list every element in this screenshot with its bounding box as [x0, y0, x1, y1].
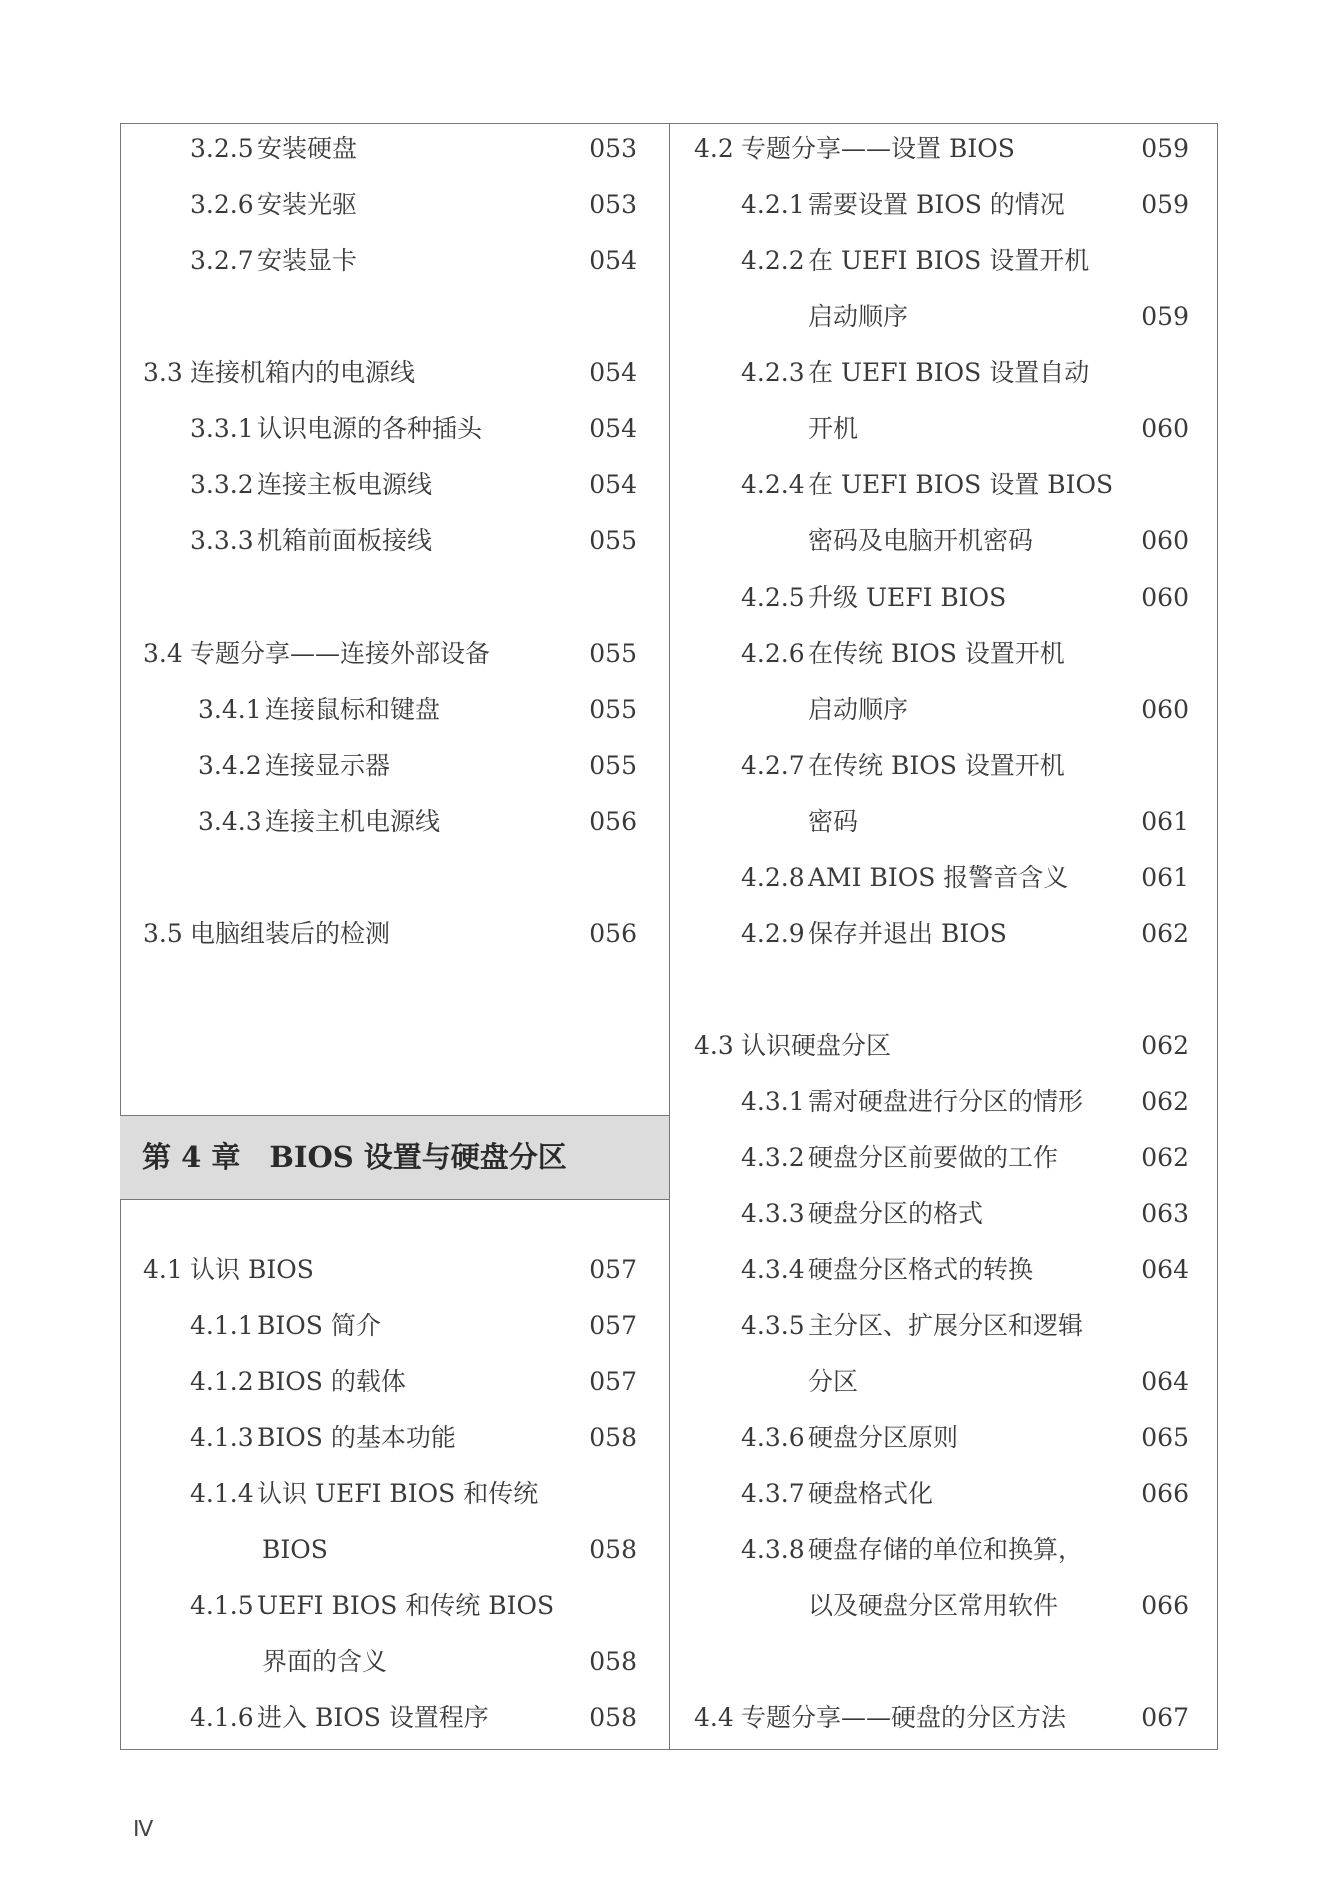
- page-number: 061: [1141, 807, 1189, 836]
- section-number: 4.2.8: [741, 863, 805, 892]
- page-number: 055: [589, 695, 637, 724]
- section-number: 4.1.5: [190, 1591, 254, 1620]
- section-title: 在传统 BIOS 设置开机: [808, 639, 1065, 668]
- section-title: UEFI BIOS 和传统 BIOS: [257, 1591, 555, 1620]
- toc-entry-continuation: [0, 690, 1339, 730]
- section-number: 3.4: [143, 639, 183, 668]
- page-number: 060: [1141, 526, 1189, 555]
- section-title: 安装硬盘: [257, 134, 358, 163]
- page-number: 066: [1141, 1479, 1189, 1508]
- page-number: 062: [1141, 1031, 1189, 1060]
- section-title: 电脑组装后的检测: [190, 919, 391, 948]
- page-number: 053: [589, 190, 637, 219]
- page-number: 061: [1141, 863, 1189, 892]
- section-number: 4.3.1: [741, 1087, 805, 1116]
- section-number: 4.2.2: [741, 246, 805, 275]
- toc-entry: [0, 1138, 1339, 1178]
- section-title: 认识 UEFI BIOS 和传统: [257, 1479, 539, 1508]
- page-number: 057: [589, 1255, 637, 1284]
- toc-entry-continuation: [0, 297, 1339, 337]
- section-title: AMI BIOS 报警音含义: [808, 863, 1069, 892]
- toc-entry: [0, 578, 1339, 618]
- section-number: 4.3.2: [741, 1143, 805, 1172]
- section-number: 3.3.3: [190, 526, 254, 555]
- section-number: 4.2.7: [741, 751, 805, 780]
- section-title: 密码: [808, 807, 859, 836]
- page-number: 063: [1141, 1199, 1189, 1228]
- section-title: 硬盘分区前要做的工作: [808, 1143, 1059, 1172]
- section-number: 4.1.4: [190, 1479, 254, 1508]
- section-number: 3.3.1: [190, 414, 254, 443]
- section-number: 4.1.2: [190, 1367, 254, 1396]
- toc-entry: [0, 1474, 1339, 1514]
- section-title: 硬盘格式化: [808, 1479, 934, 1508]
- section-title: 需对硬盘进行分区的情形: [808, 1087, 1084, 1116]
- section-title: 连接显示器: [265, 751, 391, 780]
- page-number: 067: [1141, 1703, 1189, 1732]
- section-title: 需要设置 BIOS 的情况: [808, 190, 1065, 219]
- page-number: 054: [589, 358, 637, 387]
- section-title: 安装显卡: [257, 246, 358, 275]
- toc-entry-continuation: [0, 1362, 1339, 1402]
- page-number: 059: [1141, 190, 1189, 219]
- section-title: 认识 BIOS: [190, 1255, 314, 1284]
- toc-entry-continuation: [0, 409, 1339, 449]
- section-title: 认识硬盘分区: [741, 1031, 892, 1060]
- section-title: 升级 UEFI BIOS: [808, 583, 1007, 612]
- section-number: 4.1.1: [190, 1311, 254, 1340]
- section-number: 4.3.6: [741, 1423, 805, 1452]
- page-number: 059: [1141, 302, 1189, 331]
- page-number: 062: [1141, 919, 1189, 948]
- section-title: 专题分享——硬盘的分区方法: [741, 1703, 1067, 1732]
- section-title: 连接主板电源线: [257, 470, 433, 499]
- toc-entry: [0, 185, 1339, 225]
- section-number: 4.3.7: [741, 1479, 805, 1508]
- section-number: 4.3.5: [741, 1311, 805, 1340]
- section-title: 在 UEFI BIOS 设置 BIOS: [808, 470, 1114, 499]
- section-title: 以及硬盘分区常用软件: [808, 1591, 1059, 1620]
- toc-entry: [0, 1194, 1339, 1234]
- page-number: 054: [589, 414, 637, 443]
- section-title: 在 UEFI BIOS 设置开机: [808, 246, 1090, 275]
- page-number: 060: [1141, 695, 1189, 724]
- section-number: 4.4: [694, 1703, 734, 1732]
- toc-entry: [0, 353, 1339, 393]
- section-title: 开机: [808, 414, 859, 443]
- section-title: 在 UEFI BIOS 设置自动: [808, 358, 1090, 387]
- page-footer-number: Ⅳ: [133, 1816, 154, 1841]
- section-title: 认识电源的各种插头: [257, 414, 483, 443]
- toc-entry: [0, 634, 1339, 674]
- section-number: 3.2.5: [190, 134, 254, 163]
- page-number: 057: [589, 1311, 637, 1340]
- page-number: 066: [1141, 1591, 1189, 1620]
- section-title: 主分区、扩展分区和逻辑: [808, 1311, 1084, 1340]
- page-number: 060: [1141, 414, 1189, 443]
- page-number: 058: [589, 1703, 637, 1732]
- toc-entry: [0, 129, 1339, 169]
- section-title: 密码及电脑开机密码: [808, 526, 1034, 555]
- section-title: 硬盘存储的单位和换算，: [808, 1535, 1084, 1564]
- section-title: 专题分享——连接外部设备: [190, 639, 491, 668]
- page-number: 055: [589, 751, 637, 780]
- section-title: 连接主机电源线: [265, 807, 441, 836]
- page-number: 058: [589, 1647, 637, 1676]
- toc-entry-continuation: [0, 802, 1339, 842]
- section-number: 4.2.1: [741, 190, 805, 219]
- page-number: 060: [1141, 583, 1189, 612]
- toc-entry-continuation: [0, 1586, 1339, 1626]
- section-title: BIOS 的基本功能: [257, 1423, 456, 1452]
- toc-entry: [0, 1250, 1339, 1290]
- section-title: 机箱前面板接线: [257, 526, 433, 555]
- page-number: 058: [589, 1423, 637, 1452]
- section-number: 4.2.3: [741, 358, 805, 387]
- section-number: 3.3: [143, 358, 183, 387]
- toc-entry: [0, 1418, 1339, 1458]
- section-title: 启动顺序: [808, 302, 909, 331]
- toc-entry-continuation: [0, 521, 1339, 561]
- toc-entry: [0, 1698, 1339, 1738]
- toc-entry: [0, 241, 1339, 281]
- section-title: 硬盘分区格式的转换: [808, 1255, 1034, 1284]
- section-title: 保存并退出 BIOS: [808, 919, 1007, 948]
- section-number: 4.2.4: [741, 470, 805, 499]
- page-number: 055: [589, 639, 637, 668]
- toc-entry: [0, 858, 1339, 898]
- page-number: 065: [1141, 1423, 1189, 1452]
- page-number: 064: [1141, 1367, 1189, 1396]
- section-title: 分区: [808, 1367, 859, 1396]
- section-number: 4.1.3: [190, 1423, 254, 1452]
- section-title: 硬盘分区的格式: [808, 1199, 984, 1228]
- section-number: 3.2.7: [190, 246, 254, 275]
- section-title: BIOS: [262, 1535, 328, 1564]
- section-number: 4.3: [694, 1031, 734, 1060]
- section-title: 进入 BIOS 设置程序: [257, 1703, 489, 1732]
- section-title: 硬盘分区原则: [808, 1423, 959, 1452]
- section-number: 3.4.3: [198, 807, 262, 836]
- page-number: 053: [589, 134, 637, 163]
- section-title: 连接机箱内的电源线: [190, 358, 416, 387]
- section-number: 4.3.4: [741, 1255, 805, 1284]
- page-number: 062: [1141, 1143, 1189, 1172]
- section-title: 专题分享——设置 BIOS: [741, 134, 1015, 163]
- section-title: BIOS 简介: [257, 1311, 381, 1340]
- page-number: 056: [589, 919, 637, 948]
- section-number: 4.2: [694, 134, 734, 163]
- toc-entry: [0, 465, 1339, 505]
- page-number: 054: [589, 470, 637, 499]
- page-number: 055: [589, 526, 637, 555]
- section-number: 3.3.2: [190, 470, 254, 499]
- page-number: 056: [589, 807, 637, 836]
- section-number: 3.4.1: [198, 695, 262, 724]
- page-number: 062: [1141, 1087, 1189, 1116]
- section-number: 4.2.9: [741, 919, 805, 948]
- section-number: 4.2.6: [741, 639, 805, 668]
- section-title: 安装光驱: [257, 190, 358, 219]
- page-number: 057: [589, 1367, 637, 1396]
- toc-entry-continuation: [0, 1642, 1339, 1682]
- section-title: 界面的含义: [262, 1647, 388, 1676]
- page-number: 058: [589, 1535, 637, 1564]
- section-title: 连接鼠标和键盘: [265, 695, 441, 724]
- page-number: 064: [1141, 1255, 1189, 1284]
- section-number: 3.4.2: [198, 751, 262, 780]
- section-number: 4.1: [143, 1255, 183, 1284]
- section-number: 3.5: [143, 919, 183, 948]
- toc-entry: [0, 914, 1339, 954]
- section-title: 在传统 BIOS 设置开机: [808, 751, 1065, 780]
- page-number: 059: [1141, 134, 1189, 163]
- toc-entry: [0, 1082, 1339, 1122]
- section-number: 3.2.6: [190, 190, 254, 219]
- section-number: 4.3.8: [741, 1535, 805, 1564]
- toc-entry: [0, 1306, 1339, 1346]
- toc-entry: [0, 746, 1339, 786]
- section-title: BIOS 的载体: [257, 1367, 406, 1396]
- section-number: 4.2.5: [741, 583, 805, 612]
- section-number: 4.1.6: [190, 1703, 254, 1732]
- toc-entry: [0, 1026, 1339, 1066]
- toc-entry: [0, 1530, 1339, 1570]
- chapter-title: 第 4 章 BIOS 设置与硬盘分区: [142, 1140, 567, 1174]
- section-title: 启动顺序: [808, 695, 909, 724]
- section-number: 4.3.3: [741, 1199, 805, 1228]
- page-number: 054: [589, 246, 637, 275]
